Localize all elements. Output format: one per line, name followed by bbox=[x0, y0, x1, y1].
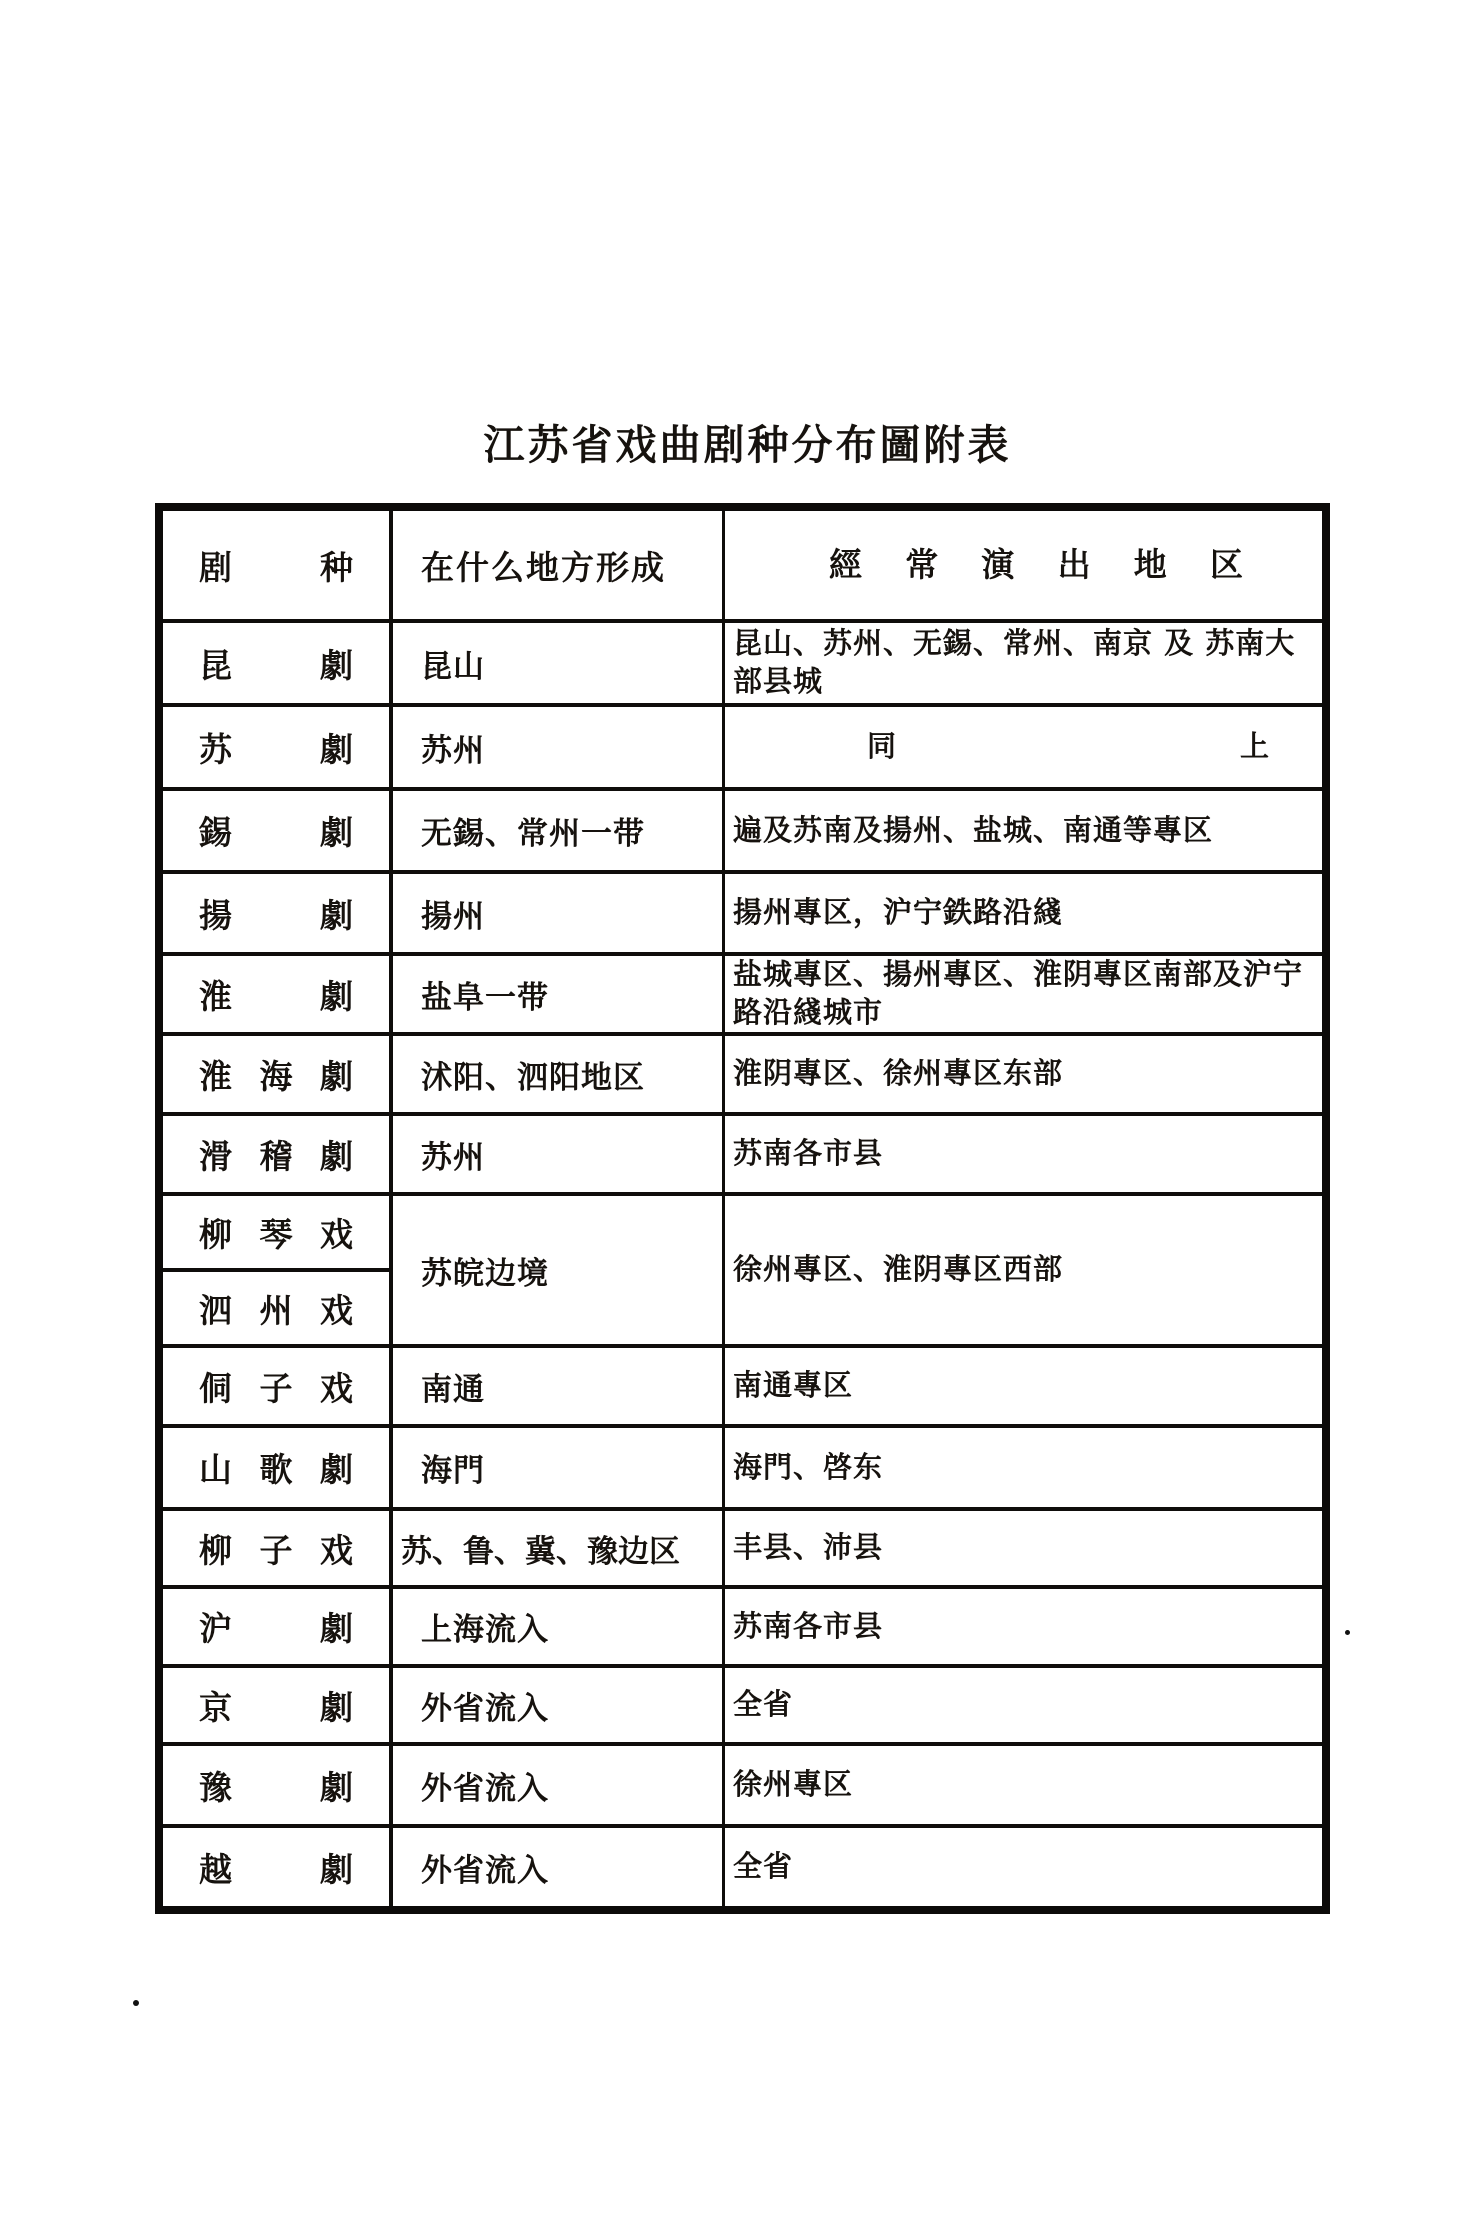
cell-region: 海門、啓东 bbox=[733, 1449, 884, 1484]
opera-type-char: 劇 bbox=[320, 1687, 353, 1727]
opera-type-char: 劇 bbox=[320, 1056, 353, 1096]
cell-formed-place: 揚州 bbox=[393, 874, 725, 952]
region-char: 上 bbox=[1239, 729, 1270, 764]
header-char: 地 bbox=[1133, 544, 1168, 584]
table-row bbox=[163, 791, 1322, 874]
cell-formed-place: 苏皖边境 bbox=[393, 1196, 725, 1344]
opera-type-char: 豫 bbox=[199, 1767, 232, 1807]
scan-speck bbox=[133, 2000, 139, 2006]
table-row bbox=[163, 623, 1322, 707]
header-char: 剧 bbox=[199, 547, 232, 587]
cell-formed-place: 海門 bbox=[393, 1428, 725, 1507]
cell-formed-place: 外省流入 bbox=[393, 1828, 725, 1906]
cell-region: 揚州專区，沪宁鉄路沿綫 bbox=[733, 895, 1064, 930]
opera-type-char: 琴 bbox=[259, 1214, 293, 1254]
cell-region: 昆山、苏州、无錫、常州、南京 及 苏南大部县城 bbox=[733, 626, 1296, 698]
opera-type-char: 沪 bbox=[199, 1609, 232, 1648]
cell-formed-place: 无錫、常州一带 bbox=[393, 791, 725, 870]
opera-type-char: 苏 bbox=[199, 729, 232, 769]
opera-type-char: 戏 bbox=[320, 1368, 353, 1408]
opera-type-char: 劇 bbox=[320, 1609, 353, 1648]
opera-type-char: 錫 bbox=[199, 813, 232, 852]
table-row bbox=[163, 874, 1322, 956]
cell-formed-place: 昆山 bbox=[393, 623, 725, 703]
cell-region: 盐城專区、揚州專区、淮阴專区南部及沪宁路沿綫城市 bbox=[733, 957, 1304, 1029]
cell-opera-type bbox=[163, 1668, 393, 1742]
opera-type-char: 滑 bbox=[199, 1136, 232, 1176]
cell-opera-type bbox=[163, 623, 393, 703]
cell-formed-place: 上海流入 bbox=[393, 1589, 725, 1664]
header-char: 常 bbox=[905, 544, 940, 584]
opera-type-char: 子 bbox=[259, 1530, 293, 1570]
opera-type-char: 劇 bbox=[320, 729, 353, 769]
cell-opera-type bbox=[163, 791, 393, 870]
opera-type-char: 侗 bbox=[199, 1368, 232, 1408]
header-char: 区 bbox=[1209, 544, 1244, 584]
header-performing-region bbox=[725, 511, 1322, 619]
cell-opera-type bbox=[163, 874, 393, 952]
table-row bbox=[163, 1036, 1322, 1116]
cell-opera-type bbox=[163, 1746, 393, 1824]
opera-type-char: 戏 bbox=[320, 1214, 353, 1254]
cell-formed-place: 苏州 bbox=[393, 1116, 725, 1192]
header-opera-type bbox=[163, 511, 393, 619]
opera-distribution-table bbox=[155, 503, 1330, 1914]
cell-formed-place: 沭阳、泗阳地区 bbox=[393, 1036, 725, 1112]
cell-region: 丰县、沛县 bbox=[733, 1530, 884, 1565]
cell-region: 南通專区 bbox=[733, 1368, 854, 1403]
opera-type-char: 昆 bbox=[199, 645, 232, 685]
page-title: 江苏省戏曲剧种分布圖附表 bbox=[483, 421, 1012, 469]
cell-region: 全省 bbox=[733, 1687, 794, 1722]
cell-opera-type bbox=[163, 956, 393, 1032]
cell-formed-place: 外省流入 bbox=[393, 1668, 725, 1742]
table-row bbox=[163, 707, 1322, 791]
table-row bbox=[163, 1348, 1322, 1428]
cell-region: 徐州專区 bbox=[733, 1767, 854, 1802]
opera-type-char: 海 bbox=[259, 1056, 293, 1096]
table-row bbox=[163, 1589, 1322, 1668]
table-row bbox=[163, 1746, 1322, 1828]
opera-type-char: 淮 bbox=[199, 1056, 232, 1096]
opera-type-char: 劇 bbox=[320, 1767, 353, 1807]
cell-formed-place: 外省流入 bbox=[393, 1746, 725, 1824]
table-row bbox=[163, 1511, 1322, 1589]
opera-type-char: 戏 bbox=[320, 1530, 353, 1570]
cell-formed-place: 苏、鲁、冀、豫边区 bbox=[393, 1511, 725, 1585]
cell-region: 遍及苏南及揚州、盐城、南通等專区 bbox=[733, 812, 1214, 847]
opera-type-char: 泗 bbox=[199, 1290, 232, 1330]
cell-region: 苏南各市县 bbox=[733, 1136, 884, 1171]
opera-type-char: 子 bbox=[259, 1368, 293, 1408]
cell-formed-place: 盐阜一带 bbox=[393, 956, 725, 1032]
table-row bbox=[163, 956, 1322, 1036]
table-row bbox=[163, 1428, 1322, 1511]
header-char: 演 bbox=[981, 544, 1016, 584]
opera-type-char: 州 bbox=[259, 1290, 293, 1330]
opera-type-char: 揚 bbox=[199, 895, 232, 935]
cell-opera-type bbox=[163, 707, 393, 787]
opera-type-char: 稽 bbox=[259, 1136, 293, 1176]
header-char: 种 bbox=[320, 547, 353, 587]
opera-type-char: 山 bbox=[199, 1450, 232, 1489]
header-char: 經 bbox=[829, 544, 863, 584]
cell-opera-type bbox=[163, 1116, 393, 1192]
table-row bbox=[163, 1828, 1322, 1906]
cell-opera-type bbox=[163, 1589, 393, 1664]
cell-region: 全省 bbox=[733, 1849, 794, 1884]
table-row bbox=[163, 1116, 1322, 1196]
cell-opera-type bbox=[163, 1196, 393, 1344]
opera-type-char: 劇 bbox=[320, 1849, 353, 1889]
opera-type-char: 劇 bbox=[320, 645, 353, 685]
cell-region: 徐州專区、淮阴專区西部 bbox=[733, 1252, 1064, 1287]
opera-type-char: 歌 bbox=[259, 1450, 293, 1489]
cell-region-ditto bbox=[725, 707, 1322, 787]
cell-opera-type bbox=[163, 1036, 393, 1112]
header-char: 出 bbox=[1057, 544, 1092, 584]
table-row bbox=[163, 1668, 1322, 1746]
cell-region: 苏南各市县 bbox=[733, 1608, 884, 1643]
opera-type-char: 柳 bbox=[199, 1530, 232, 1570]
region-char: 同 bbox=[867, 729, 898, 764]
cell-opera-type bbox=[163, 1348, 393, 1424]
opera-type-char: 劇 bbox=[320, 813, 353, 852]
cell-opera-type bbox=[163, 1828, 393, 1906]
cell-opera-type bbox=[163, 1511, 393, 1585]
opera-type-char: 劇 bbox=[320, 976, 353, 1016]
opera-type-char: 劇 bbox=[320, 1450, 353, 1489]
scan-speck bbox=[1345, 1630, 1350, 1635]
opera-type-char: 戏 bbox=[320, 1290, 353, 1330]
opera-type-char: 柳 bbox=[199, 1214, 232, 1254]
opera-type-entry bbox=[163, 1196, 389, 1272]
cell-opera-type bbox=[163, 1428, 393, 1507]
opera-type-char: 淮 bbox=[199, 976, 232, 1016]
cell-formed-place: 南通 bbox=[393, 1348, 725, 1424]
cell-formed-place: 苏州 bbox=[393, 707, 725, 787]
opera-type-char: 劇 bbox=[320, 1136, 353, 1176]
opera-type-entry bbox=[163, 1272, 389, 1344]
table-header-row bbox=[163, 511, 1322, 623]
opera-type-char: 京 bbox=[199, 1687, 232, 1727]
opera-type-char: 劇 bbox=[320, 895, 353, 935]
opera-type-char: 越 bbox=[199, 1849, 232, 1889]
header-formed-place: 在什么地方形成 bbox=[393, 511, 725, 619]
cell-region: 淮阴專区、徐州專区东部 bbox=[733, 1056, 1064, 1091]
table-row bbox=[163, 1196, 1322, 1348]
